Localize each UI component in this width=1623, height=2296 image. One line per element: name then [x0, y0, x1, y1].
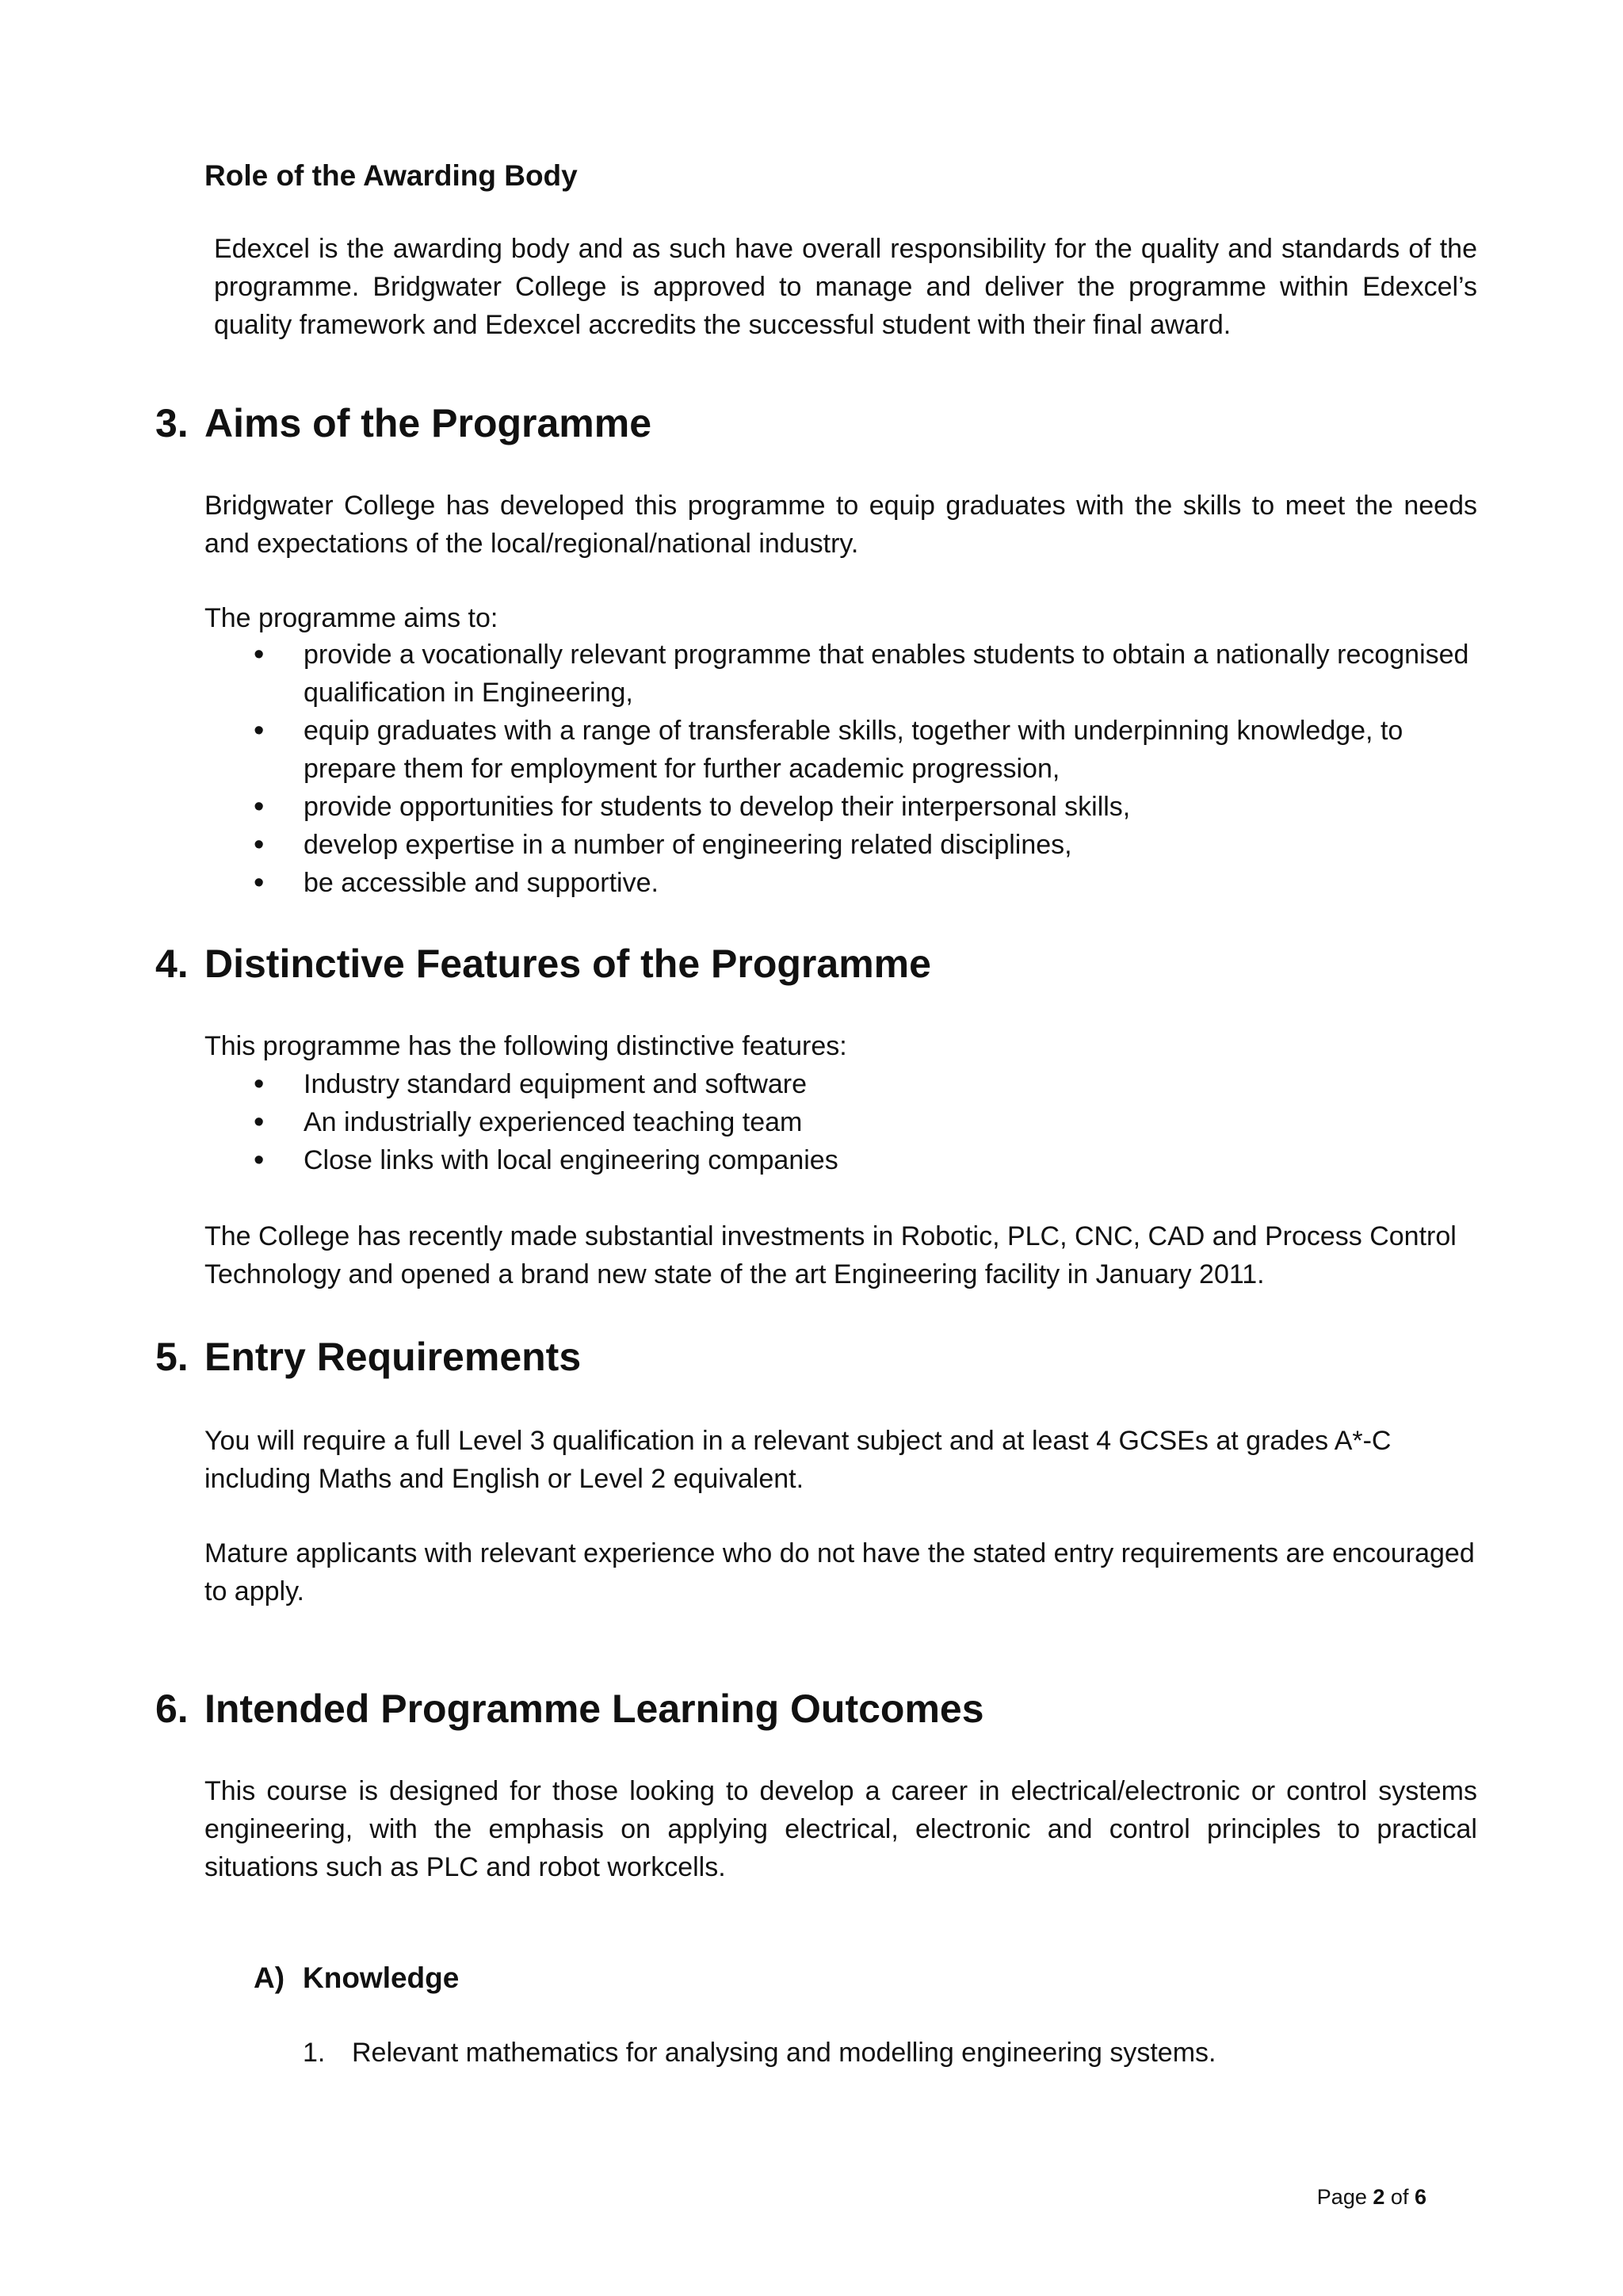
list-item: • be accessible and supportive.: [204, 864, 1477, 902]
section-number: 5.: [155, 1335, 189, 1379]
features-lead: This programme has the following distinctive features:: [204, 1031, 847, 1061]
subsection-title: Knowledge: [303, 1962, 460, 1994]
list-item: • Industry standard equipment and software: [204, 1065, 1477, 1103]
list-item: • provide opportunities for students to develop their interpersonal skills,: [204, 788, 1477, 826]
knowledge-list: [303, 2034, 1477, 2072]
section-title: Aims of the Programme: [204, 401, 652, 445]
section-title: Intended Programme Learning Outcomes: [204, 1687, 984, 1731]
list-item: • equip graduates with a range of transferable skills, together with underpinning knowledge, to prepare them for employment for further academic progression,: [204, 712, 1477, 788]
total-page-count: 6: [1414, 2185, 1426, 2209]
list-item-text: Relevant mathematics for analysing and modelling engineering systems.: [352, 2038, 1216, 2068]
list-item-number: 1.: [303, 2038, 326, 2068]
aims-paragraph: Bridgwater College has developed this programme to equip graduates with the skills to meet the needs and expectations of the local/regional/national industry.: [204, 491, 1477, 559]
page-label: Page: [1316, 2185, 1367, 2209]
section-5-heading: [155, 1333, 581, 1381]
aims-bullet-list: [204, 636, 1477, 902]
section-title: Entry Requirements: [204, 1335, 582, 1379]
current-page-number: 2: [1373, 2185, 1385, 2209]
entry-paragraph-2: Mature applicants with relevant experience who do not have the stated entry requirements are encouraged to apply.: [204, 1538, 1475, 1606]
features-bullet-list: [204, 1065, 1477, 1179]
outcomes-paragraph: This course is designed for those looking to develop a career in electrical/electronic or control systems engineering, with the emphasis on applying electrical, electronic and control principles to practical situations such as PLC and robot workcells.: [204, 1776, 1477, 1882]
section-6-heading: [155, 1685, 984, 1733]
section-3-heading: [155, 399, 651, 447]
page-number-footer: [1317, 2183, 1426, 2210]
section-number: 4.: [155, 942, 189, 986]
subsection-label: A): [254, 1962, 285, 1994]
list-item: • Close links with local engineering companies: [204, 1141, 1477, 1179]
section-number: 3.: [155, 401, 189, 445]
page-of-label: of: [1390, 2185, 1409, 2209]
knowledge-heading: [254, 1959, 459, 1997]
features-paragraph: The College has recently made substantial investments in Robotic, PLC, CNC, CAD and Process Control Technology and opened a brand new state of the art Engineering facility in January 2011.: [204, 1221, 1457, 1289]
list-item: [303, 2034, 1477, 2072]
list-item: • provide a vocationally relevant programme that enables students to obtain a nationally recognised qualification in Engineering,: [204, 636, 1477, 712]
awarding-body-heading: Role of the Awarding Body: [204, 159, 578, 192]
section-number: 6.: [155, 1687, 189, 1731]
awarding-body-paragraph: Edexcel is the awarding body and as such have overall responsibility for the quality and standards of the programme. Bridgwater College is approved to manage and deliver the programme within Edexcel’s quality framework and Edexcel accredits the successful student with their final award.: [214, 234, 1477, 340]
entry-paragraph-1: You will require a full Level 3 qualification in a relevant subject and at least 4 GCSEs at grades A*-C including Maths and English or Level 2 equivalent.: [204, 1426, 1392, 1494]
section-4-heading: [155, 940, 931, 988]
list-item: • An industrially experienced teaching team: [204, 1103, 1477, 1141]
list-item: • develop expertise in a number of engineering related disciplines,: [204, 826, 1477, 864]
aims-lead: The programme aims to:: [204, 603, 498, 633]
section-title: Distinctive Features of the Programme: [204, 942, 931, 986]
